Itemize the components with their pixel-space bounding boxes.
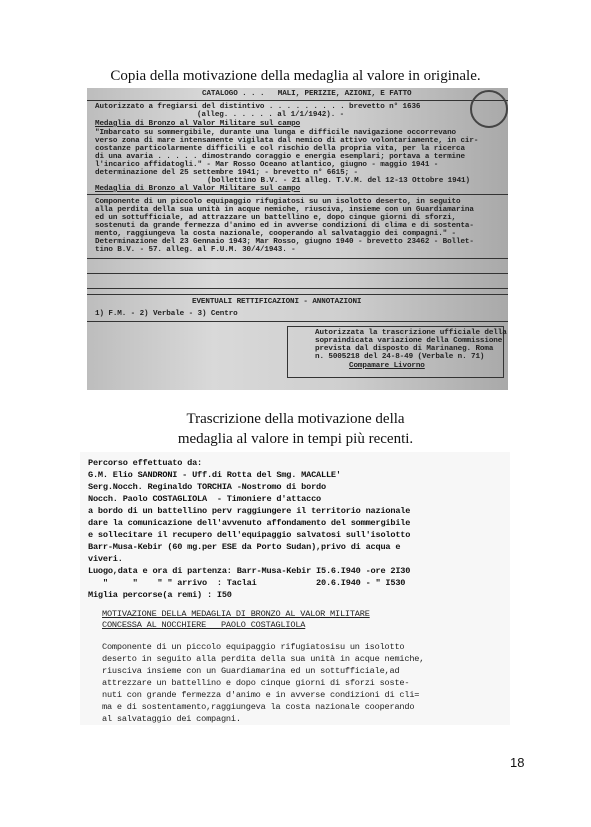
original-document-scan — [87, 88, 508, 390]
trans-line: " " " " arrivo : Taclai 20.6.I940 - " I530 — [88, 578, 406, 588]
trans-line: a bordo di un battellino perv raggiungere il territorio nazionale — [88, 506, 411, 516]
scan-line: l'incarico affidatogli." - Mar Rosso Oceano atlantico, giugno - maggio 1941 - — [95, 161, 439, 169]
round-stamp — [470, 90, 508, 128]
annotation-line: 1) F.M. - 2) Verbale - 3) Centro — [95, 310, 238, 318]
scan-line: Componente di un piccolo equipaggio rifugiatosi su un isolotto deserto, in seguito — [95, 198, 461, 206]
trans-line: Nocch. Paolo COSTAGLIOLA - Timoniere d'attacco — [88, 494, 321, 504]
motivation-line: attrezzare un battellino e dopo cinque giorni di sforzi soste- — [102, 678, 410, 688]
motivation-line: ma e di sostentamento,raggiungeva la costa nazionale cooperando — [102, 702, 415, 712]
trans-line: dare la comunicazione dell'avvenuto affondamento del sommergibile — [88, 518, 411, 528]
transcription-caption — [0, 409, 591, 449]
transcription-caption-line2: medaglia al valore in tempi più recenti. — [177, 431, 414, 447]
motivation-heading-sub: CONCESSA AL NOCCHIERE PAOLO COSTAGLIOLA — [102, 620, 306, 630]
trans-line: e sollecitare il recupero dell'equipaggio salvatosi sull'isolotto — [88, 530, 411, 540]
scan-line: mento, raggiungeva la costa nazionale, cooperando al salvataggio dei compagni." - — [95, 230, 457, 238]
stamp-line: n. 5005218 del 24-8-49 (Verbale n. 71) — [315, 353, 485, 361]
trans-line: Barr-Musa-Kebir (60 mg.per ESE da Porto Sudan),privo di acqua e — [88, 542, 401, 552]
scan-header: CATALOGO . . . MALI, PERIZIE, AZIONI, E FATTO — [202, 90, 412, 98]
stamp-line: Autorizzata la trascrizione ufficiale della — [315, 329, 507, 337]
motivation-line: Componente di un piccolo equipaggio rifugiatosisu un isolotto — [102, 642, 405, 652]
trans-line: G.M. Elio SANDRONI - Uff.di Rotta del Smg. MACALLE' — [88, 470, 341, 480]
page-number: 18 — [510, 755, 525, 770]
trans-line: Serg.Nocch. Reginaldo TORCHIA -Nostromo di bordo — [88, 482, 326, 492]
scan-line: di una avaria . . . . . dimostrando coraggio e energia esemplari; portava a termine — [95, 153, 465, 161]
annotations-title: EVENTUALI RETTIFICAZIONI - ANNOTAZIONI — [192, 298, 362, 306]
motivation-line: al salvataggio dei compagni. — [102, 714, 241, 724]
stamp-line: prevista dal disposto di Marinaneg. Roma — [315, 345, 494, 353]
trans-line: Miglia percorse(a remi) : I50 — [88, 590, 232, 600]
scan-line: costanze particolarmente difficili e col rischio della propria vita, per la ricerca — [95, 145, 465, 153]
scan-line: (alleg. . . . . . al 1/1/1942). - — [197, 111, 345, 119]
transcription-scan — [80, 452, 510, 725]
original-caption: Copia della motivazione della medaglia al valore in originale. — [110, 68, 481, 84]
trans-line: viveri. — [88, 554, 123, 564]
scan-line: ed un sottufficiale, ad attrazzare un battellino e, dopo cinque giorni di sforzi, — [95, 214, 457, 222]
scan-line: sostenuti da grande fermezza d'animo ed in avverse condizioni di clima e di sostenta- — [95, 222, 474, 230]
scan-line: Determinazione del 23 Gennaio 1943; Mar Rosso, giugno 1940 - brevetto 23462 - Bollet- — [95, 238, 474, 246]
scan-line: Autorizzato a fregiarsi del distintivo . . . . . . . . . brevetto n° 1636 — [95, 103, 421, 111]
motivation-line: deserto in seguito alla perdita della sua unità in acque nemiche, — [102, 654, 425, 664]
motivation-line: riusciva insieme con un Guardiamarina ed un sottufficiale,ad — [102, 666, 400, 676]
trans-line: Luogo,data e ora di partenza: Barr-Musa-Kebir I5.6.I940 -ore 2I30 — [88, 566, 411, 576]
scan-line: verso zona di mare intensamente vigilata dal nemico di attivo volontariamente, in cir- — [95, 137, 479, 145]
scan-line: tino B.V. - 57. alleg. al F.U.M. 30/4/1943. - — [95, 246, 296, 254]
scan-line: determinazione del 25 settembre 1941; - brevetto n° 6615; - — [95, 169, 358, 177]
scan-line: "Imbarcato su sommergibile, durante una lunga e difficile navigazione occorrevano — [95, 129, 457, 137]
stamp-line: Compamare Livorno — [349, 362, 425, 370]
scan-line: (bollettino B.V. - 21 alleg. T.V.M. del 12-13 Ottobre 1941) — [207, 177, 470, 185]
motivation-heading: MOTIVAZIONE DELLA MEDAGLIA DI BRONZO AL VALOR MILITARE — [102, 609, 370, 619]
scan-line: Medaglia di Bronzo al Valor Militare sul campo — [95, 185, 301, 193]
scan-line: Medaglia di Bronzo al Valor Militare sul campo — [95, 120, 301, 128]
scan-line: alla perdita della sua unità in acque nemiche, riusciva, insieme con un Guardiamarina — [95, 206, 474, 214]
stamp-line: sopraindicata variazione della Commissione — [315, 337, 503, 345]
transcription-caption-line1: Trascrizione della motivazione della — [186, 411, 405, 427]
trans-line: Percorso effettuato da: — [88, 458, 203, 468]
motivation-line: nuti con grande fermezza d'animo e in avverse condizioni di cli= — [102, 690, 420, 700]
